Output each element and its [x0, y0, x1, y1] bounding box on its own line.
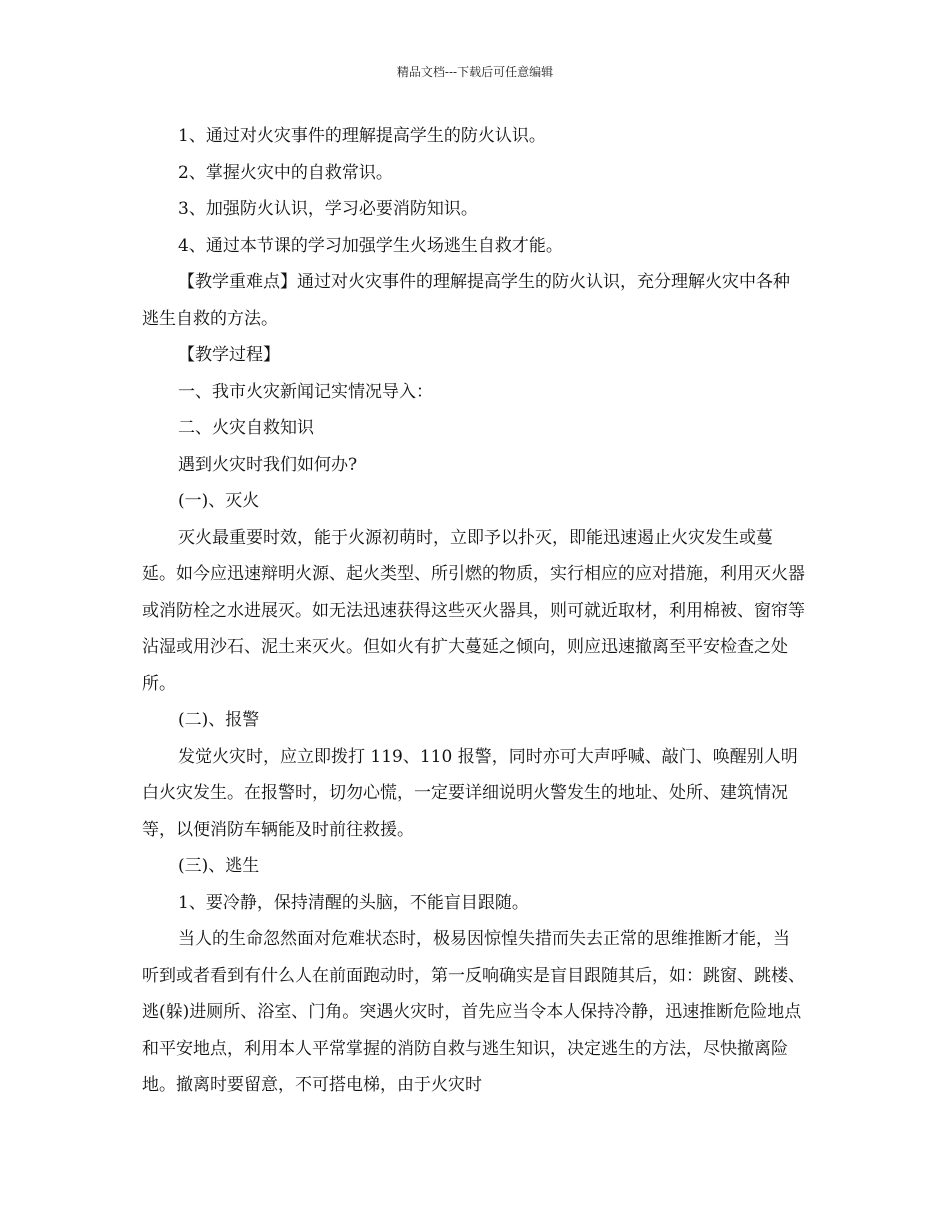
- escape-point-1: 1、要冷静，保持清醒的头脑，不能盲目跟随。: [178, 892, 529, 913]
- subsection-alarm-heading: (二)、报警: [178, 710, 260, 730]
- alarm-paragraph: 发觉火灾时，应立即拨打 119、110 报警，同时亦可大声呼喊、敲门、唤醒别人明白火灾发生。在报警时，切勿心慌，一定要详细说明火警发生的地址、处所、建筑情况等，以便消防车辆能及时前往救援。: [142, 746, 798, 840]
- escape-paragraph: 当人的生命忽然面对危难状态时，极易因惊惶失措而失去正常的思维推断才能，当听到或者看到有什么人在前面跑动时，第一反响确实是盲目跟随其后，如：跳窗、跳楼、逃(躲)进厕所、浴室、门角。突遇火灾时，首先应当令本人保持冷静，迅速推断危险地点和平安地点，利用本人平常掌握的消防自救与逃生知识，决定逃生的方法，尽快撤离险地。撤离时要留意，不可搭电梯，由于火灾时: [142, 929, 805, 1095]
- section-two-heading: 二、火灾自救知识: [178, 418, 314, 438]
- teaching-process-heading: 【教学过程】: [178, 345, 280, 365]
- page-header: 精品文档---下载后可任意编辑: [396, 65, 554, 79]
- objective-4: 4、通过本节课的学习加强学生火场逃生自救才能。: [178, 235, 563, 256]
- subsection-firefighting-heading: (一)、灭火: [178, 491, 260, 511]
- objective-3: 3、加强防火认识，学习必要消防知识。: [178, 199, 478, 219]
- document-body: [142, 118, 806, 1104]
- firefighting-paragraph: 灭火最重要时效，能于火源初萌时，立即予以扑灭，即能迅速遏止火灾发生或蔓延。如今应迅速辩明火源、起火类型、所引燃的物质，实行相应的应对措施，利用灭火器或消防栓之水进展灭。如无法迅速获得这些灭火器具，则可就近取材，利用棉被、窗帘等沾湿或用沙石、泥土来灭火。但如火有扩大蔓延之倾向，则应迅速撤离至平安检查之处所。: [142, 527, 805, 694]
- section-one-heading: 一、我市火灾新闻记实情况导入：: [178, 381, 433, 402]
- question-line: 遇到火灾时我们如何办?: [178, 454, 358, 475]
- key-difficulties: 【教学重难点】通过对火灾事件的理解提高学生的防火认识，充分理解火灾中各种逃生自救的方法。: [142, 272, 790, 329]
- subsection-escape-heading: (三)、逃生: [178, 856, 260, 876]
- objective-1: 1、通过对火灾事件的理解提高学生的防火认识。: [178, 126, 546, 146]
- objective-2: 2、掌握火灾中的自救常识。: [178, 162, 393, 183]
